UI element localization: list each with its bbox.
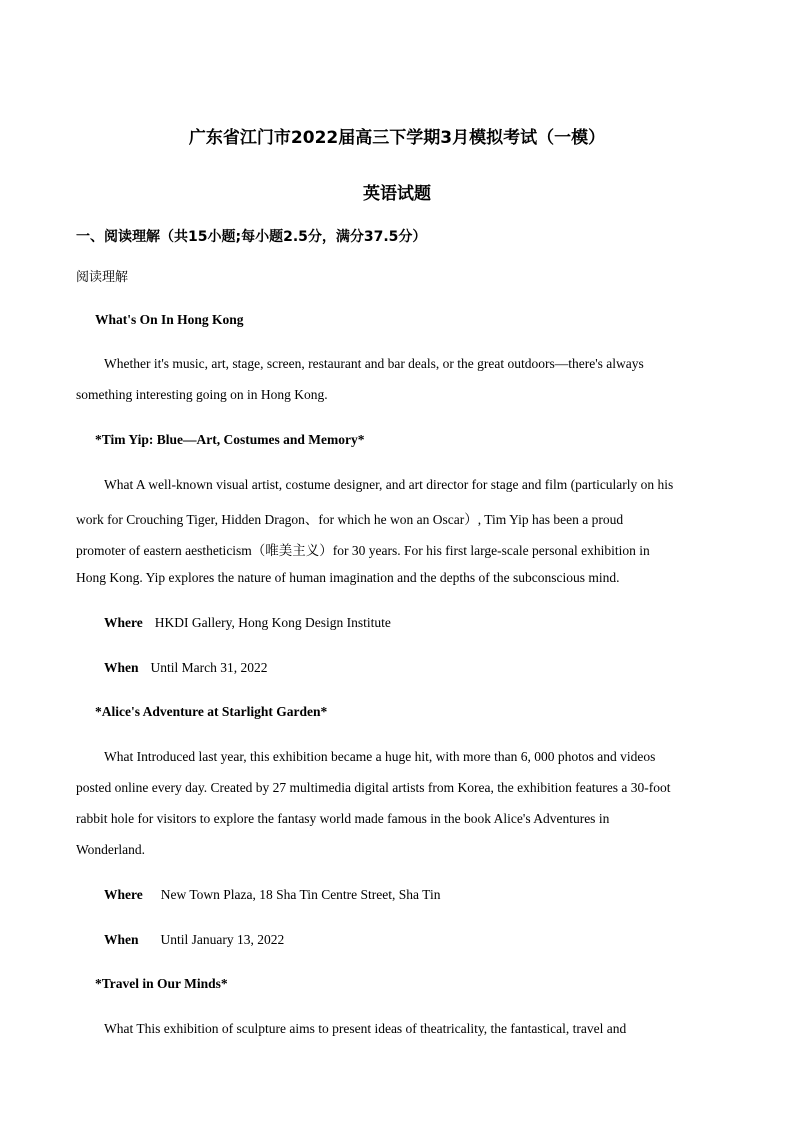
event2-line-1: What Introduced last year, this exhibition became a huge hit, with more than 6, 000 photos and videos — [104, 749, 656, 764]
event1-where — [104, 615, 391, 631]
intro-line-1: Whether it's music, art, stage, screen, restaurant and bar deals, or the great outdoors—there's always — [104, 356, 644, 371]
event3-line-1: What This exhibition of sculpture aims to present ideas of theatricality, the fantastical, travel and — [104, 1021, 627, 1036]
event2-line-3: rabbit hole for visitors to explore the fantasy world made famous in the book Alice's Adventures in — [76, 811, 610, 826]
event3-heading: *Travel in Our Minds* — [95, 976, 228, 991]
when-label: When — [104, 660, 139, 675]
section-heading: 一、阅读理解（共15小题;每小题2.5分，满分37.5分） — [76, 229, 427, 245]
event1-when — [104, 660, 268, 676]
passage-heading: What's On In Hong Kong — [95, 312, 244, 327]
intro-line-2: something interesting going on in Hong Kong. — [76, 387, 328, 402]
event2-line-2: posted online every day. Created by 27 multimedia digital artists from Korea, the exhibition features a 30-foot — [76, 780, 671, 795]
where-label: Where — [104, 887, 143, 902]
event2-heading: *Alice's Adventure at Starlight Garden* — [95, 704, 328, 719]
when-value: Until January 13, 2022 — [160, 932, 285, 947]
event1-line-2: work for Crouching Tiger, Hidden Dragon、for which he won an Oscar）, Tim Yip has been a proud — [76, 512, 624, 527]
event2-when — [104, 932, 284, 948]
when-value: Until March 31, 2022 — [150, 660, 268, 675]
section-label: 阅读理解 — [76, 270, 129, 285]
event1-line-1: What A well-known visual artist, costume designer, and art director for stage and film (particularly on his — [104, 477, 674, 492]
event2-line-4: Wonderland. — [76, 842, 146, 857]
where-value: HKDI Gallery, Hong Kong Design Institute — [154, 615, 391, 630]
event1-line-4: Hong Kong. Yip explores the nature of human imagination and the depths of the subconscious mind. — [76, 570, 620, 585]
event2-where — [104, 887, 440, 903]
event1-heading: *Tim Yip: Blue—Art, Costumes and Memory* — [95, 432, 365, 447]
where-value: New Town Plaza, 18 Sha Tin Centre Street, Sha Tin — [160, 887, 441, 902]
document-title: 广东省江门市2022届高三下学期3月模拟考试（一模） — [188, 128, 606, 148]
event1-line-3: promoter of eastern aestheticism（唯美主义）for 30 years. For his first large-scale personal exhibition in — [76, 543, 650, 558]
when-label: When — [104, 932, 139, 947]
where-label: Where — [104, 615, 143, 630]
document-subtitle: 英语试题 — [363, 184, 431, 204]
